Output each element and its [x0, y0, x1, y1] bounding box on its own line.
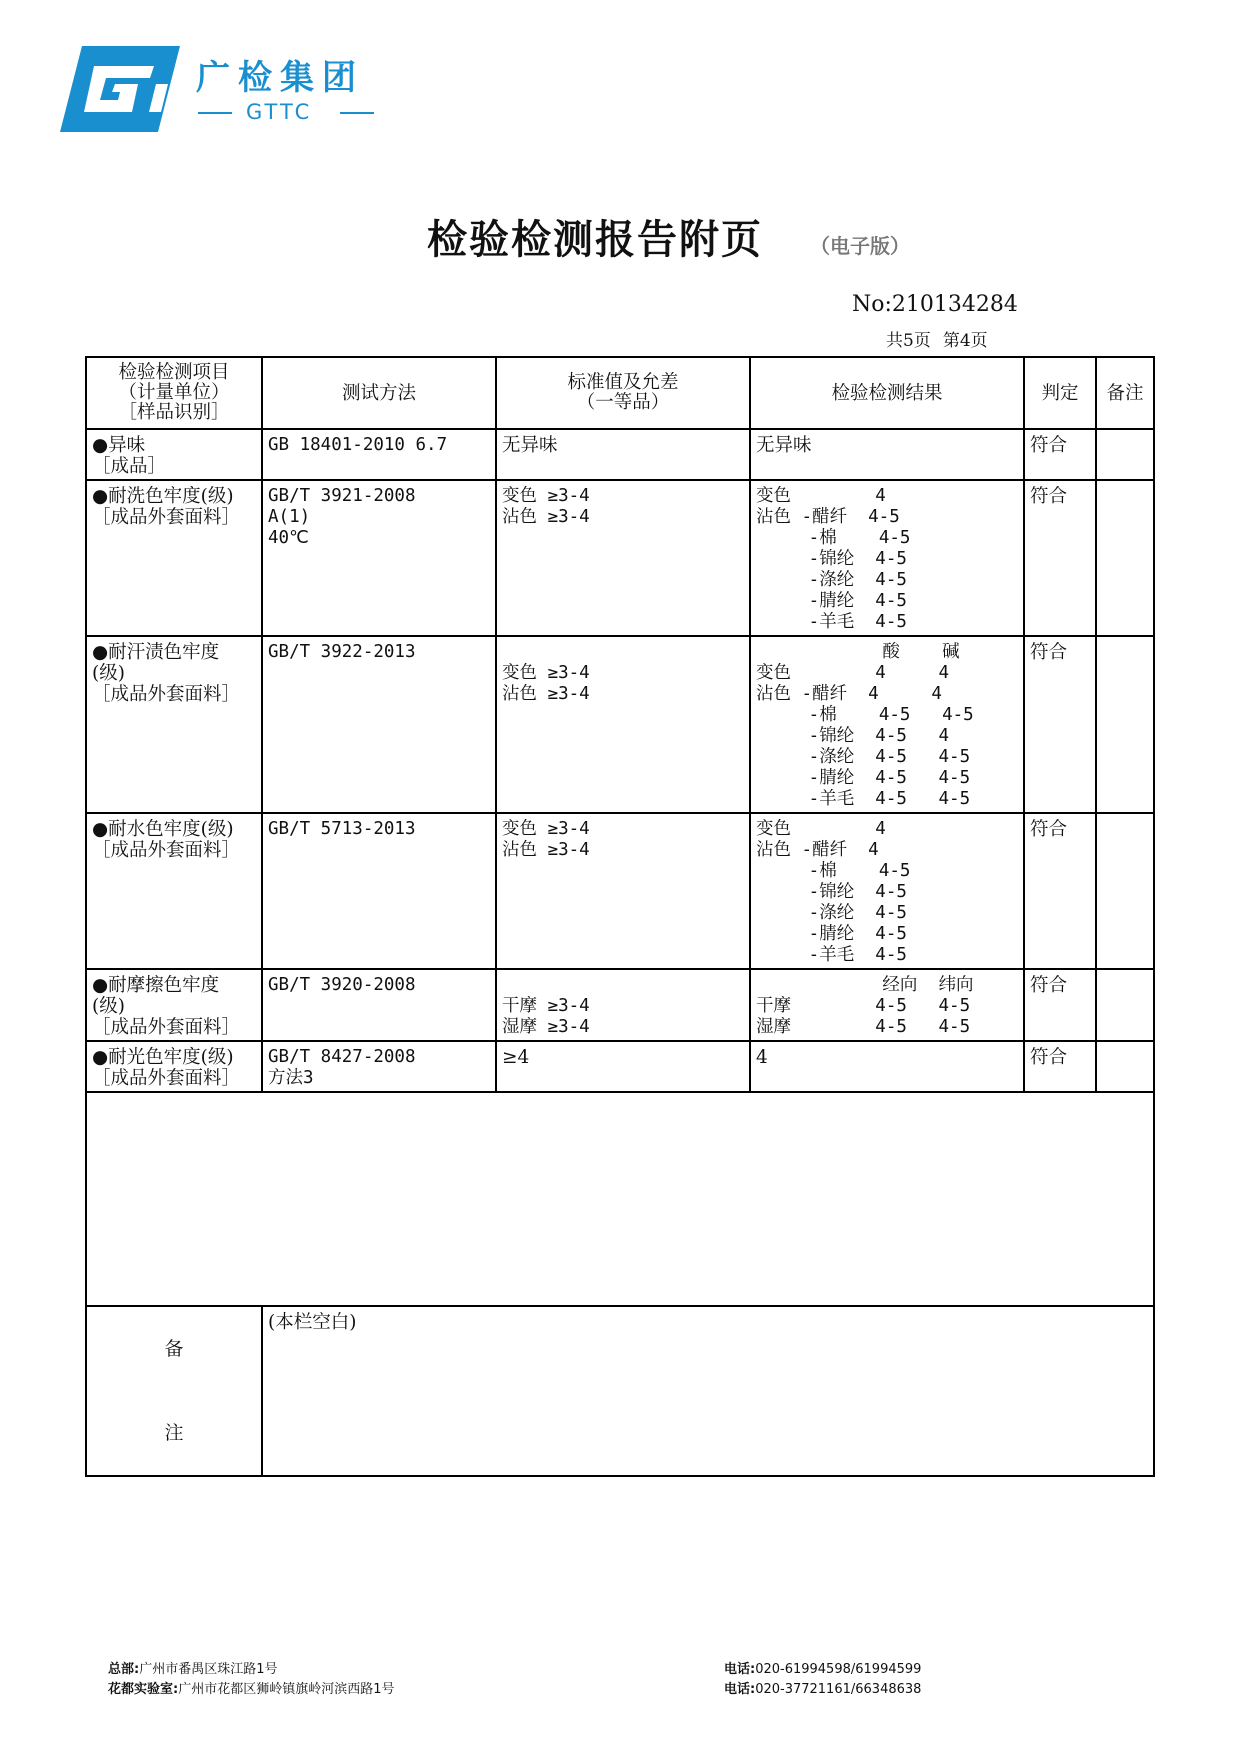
- cell-judgement: 符合: [1024, 636, 1096, 813]
- cell-result: 变色 4 沾色 -醋纤 4 -棉 4-5 -锦纶 4-5 -涤纶 4-5 -腈纶 4-5 -羊毛 4-5: [750, 813, 1024, 969]
- cell-item: ●耐洗色牢度(级) ［成品外套面料］: [86, 480, 262, 636]
- table-row: [86, 480, 1154, 636]
- table-header-row: [86, 357, 1154, 429]
- cell-result: 经向 纬向 干摩 4-5 4-5 湿摩 4-5 4-5: [750, 969, 1024, 1041]
- cell-remark: [1096, 1041, 1154, 1092]
- footer-hq-tel-line: [724, 1660, 921, 1680]
- cell-judgement: 符合: [1024, 1041, 1096, 1092]
- cell-remark: [1096, 813, 1154, 969]
- footer-lab-tel-line: [724, 1680, 921, 1700]
- header-item: 检验检测项目 （计量单位） ［样品识别］: [86, 357, 262, 429]
- cell-method: GB/T 3920-2008: [262, 969, 496, 1041]
- cell-standard: 变色 ≥3-4 沾色 ≥3-4: [496, 813, 750, 969]
- gttc-logo-icon: [60, 46, 180, 132]
- remarks-label-bottom: 注: [164, 1422, 184, 1444]
- cell-method: GB/T 3922-2013: [262, 636, 496, 813]
- page-current: 第4页: [942, 331, 988, 351]
- footer-lab-tel: 020-37721161/66348638: [755, 1682, 922, 1697]
- electronic-version-label: （电子版）: [810, 234, 910, 258]
- cell-result: 无异味: [750, 429, 1024, 480]
- footer-tel-label: 电话:: [724, 1662, 756, 1677]
- remarks-label-top: 备: [164, 1338, 184, 1360]
- table-row: [86, 969, 1154, 1041]
- page-total: 共5页: [886, 331, 931, 351]
- page-title: 检验检测报告附页: [427, 216, 763, 263]
- cell-judgement: 符合: [1024, 429, 1096, 480]
- cell-judgement: 符合: [1024, 813, 1096, 969]
- brand-name-en-block: [198, 100, 380, 124]
- cell-item: ●耐汗渍色牢度 (级) ［成品外套面料］: [86, 636, 262, 813]
- footer-hq-tel: 020-61994598/61994599: [755, 1662, 922, 1677]
- report-number: No:210134284: [852, 292, 1018, 317]
- cell-result: 酸 碱 变色 4 4 沾色 -醋纤 4 4 -棉 4-5 4-5 -锦纶 4-5 4 -涤纶 4-5 4-5 -腈纶 4-5 4-5 -羊毛 4-5 4-5: [750, 636, 1024, 813]
- header-method: 测试方法: [262, 357, 496, 429]
- remarks-label: [86, 1306, 262, 1476]
- cell-standard: 干摩 ≥3-4 湿摩 ≥3-4: [496, 969, 750, 1041]
- remarks-row: [86, 1306, 1154, 1476]
- blank-area: [86, 1092, 1154, 1306]
- footer-hq-label: 总部:: [108, 1662, 140, 1677]
- cell-method: GB/T 8427-2008 方法3: [262, 1041, 496, 1092]
- cell-standard: 无异味: [496, 429, 750, 480]
- footer-hq-line: [108, 1660, 394, 1680]
- cell-judgement: 符合: [1024, 480, 1096, 636]
- header-result: 检验检测结果: [750, 357, 1024, 429]
- table-row: [86, 813, 1154, 969]
- footer-addresses: [108, 1660, 394, 1700]
- cell-judgement: 符合: [1024, 969, 1096, 1041]
- remarks-content: (本栏空白): [262, 1306, 1154, 1476]
- cell-remark: [1096, 969, 1154, 1041]
- brand-name-en: GTTC: [246, 100, 313, 124]
- cell-item: ●耐水色牢度(级) ［成品外套面料］: [86, 813, 262, 969]
- footer-phones: [724, 1660, 921, 1700]
- header-standard: 标准值及允差 （一等品）: [496, 357, 750, 429]
- cell-item: ●耐摩擦色牢度 (级) ［成品外套面料］: [86, 969, 262, 1041]
- table-row: [86, 636, 1154, 813]
- brand-rule-right: [340, 112, 374, 114]
- cell-standard: ≥4: [496, 1041, 750, 1092]
- footer-tel-label: 电话:: [724, 1682, 756, 1697]
- cell-item: ●耐光色牢度(级) ［成品外套面料］: [86, 1041, 262, 1092]
- cell-standard: 变色 ≥3-4 沾色 ≥3-4: [496, 636, 750, 813]
- cell-remark: [1096, 480, 1154, 636]
- cell-method: GB/T 5713-2013: [262, 813, 496, 969]
- inspection-table: [85, 356, 1155, 1477]
- cell-method: GB/T 3921-2008 A(1) 40℃: [262, 480, 496, 636]
- table-row: [86, 429, 1154, 480]
- page-counter: [886, 326, 1000, 351]
- cell-remark: [1096, 429, 1154, 480]
- cell-result: 4: [750, 1041, 1024, 1092]
- header-judgement: 判定: [1024, 357, 1096, 429]
- cell-remark: [1096, 636, 1154, 813]
- footer-hq-address: 广州市番禺区珠江路1号: [139, 1662, 278, 1677]
- cell-item: ●异味 ［成品］: [86, 429, 262, 480]
- header-remark: 备注: [1096, 357, 1154, 429]
- blank-area-row: [86, 1092, 1154, 1306]
- cell-method: GB 18401-2010 6.7: [262, 429, 496, 480]
- footer-lab-label: 花都实验室:: [108, 1682, 179, 1697]
- cell-result: 变色 4 沾色 -醋纤 4-5 -棉 4-5 -锦纶 4-5 -涤纶 4-5 -腈纶 4-5 -羊毛 4-5: [750, 480, 1024, 636]
- brand-rule-left: [198, 112, 232, 114]
- footer-lab-line: [108, 1680, 394, 1700]
- table-row: [86, 1041, 1154, 1092]
- footer-lab-address: 广州市花都区狮岭镇旗岭河滨西路1号: [178, 1682, 395, 1697]
- brand-name-cn: 广检集团: [196, 58, 364, 98]
- cell-standard: 变色 ≥3-4 沾色 ≥3-4: [496, 480, 750, 636]
